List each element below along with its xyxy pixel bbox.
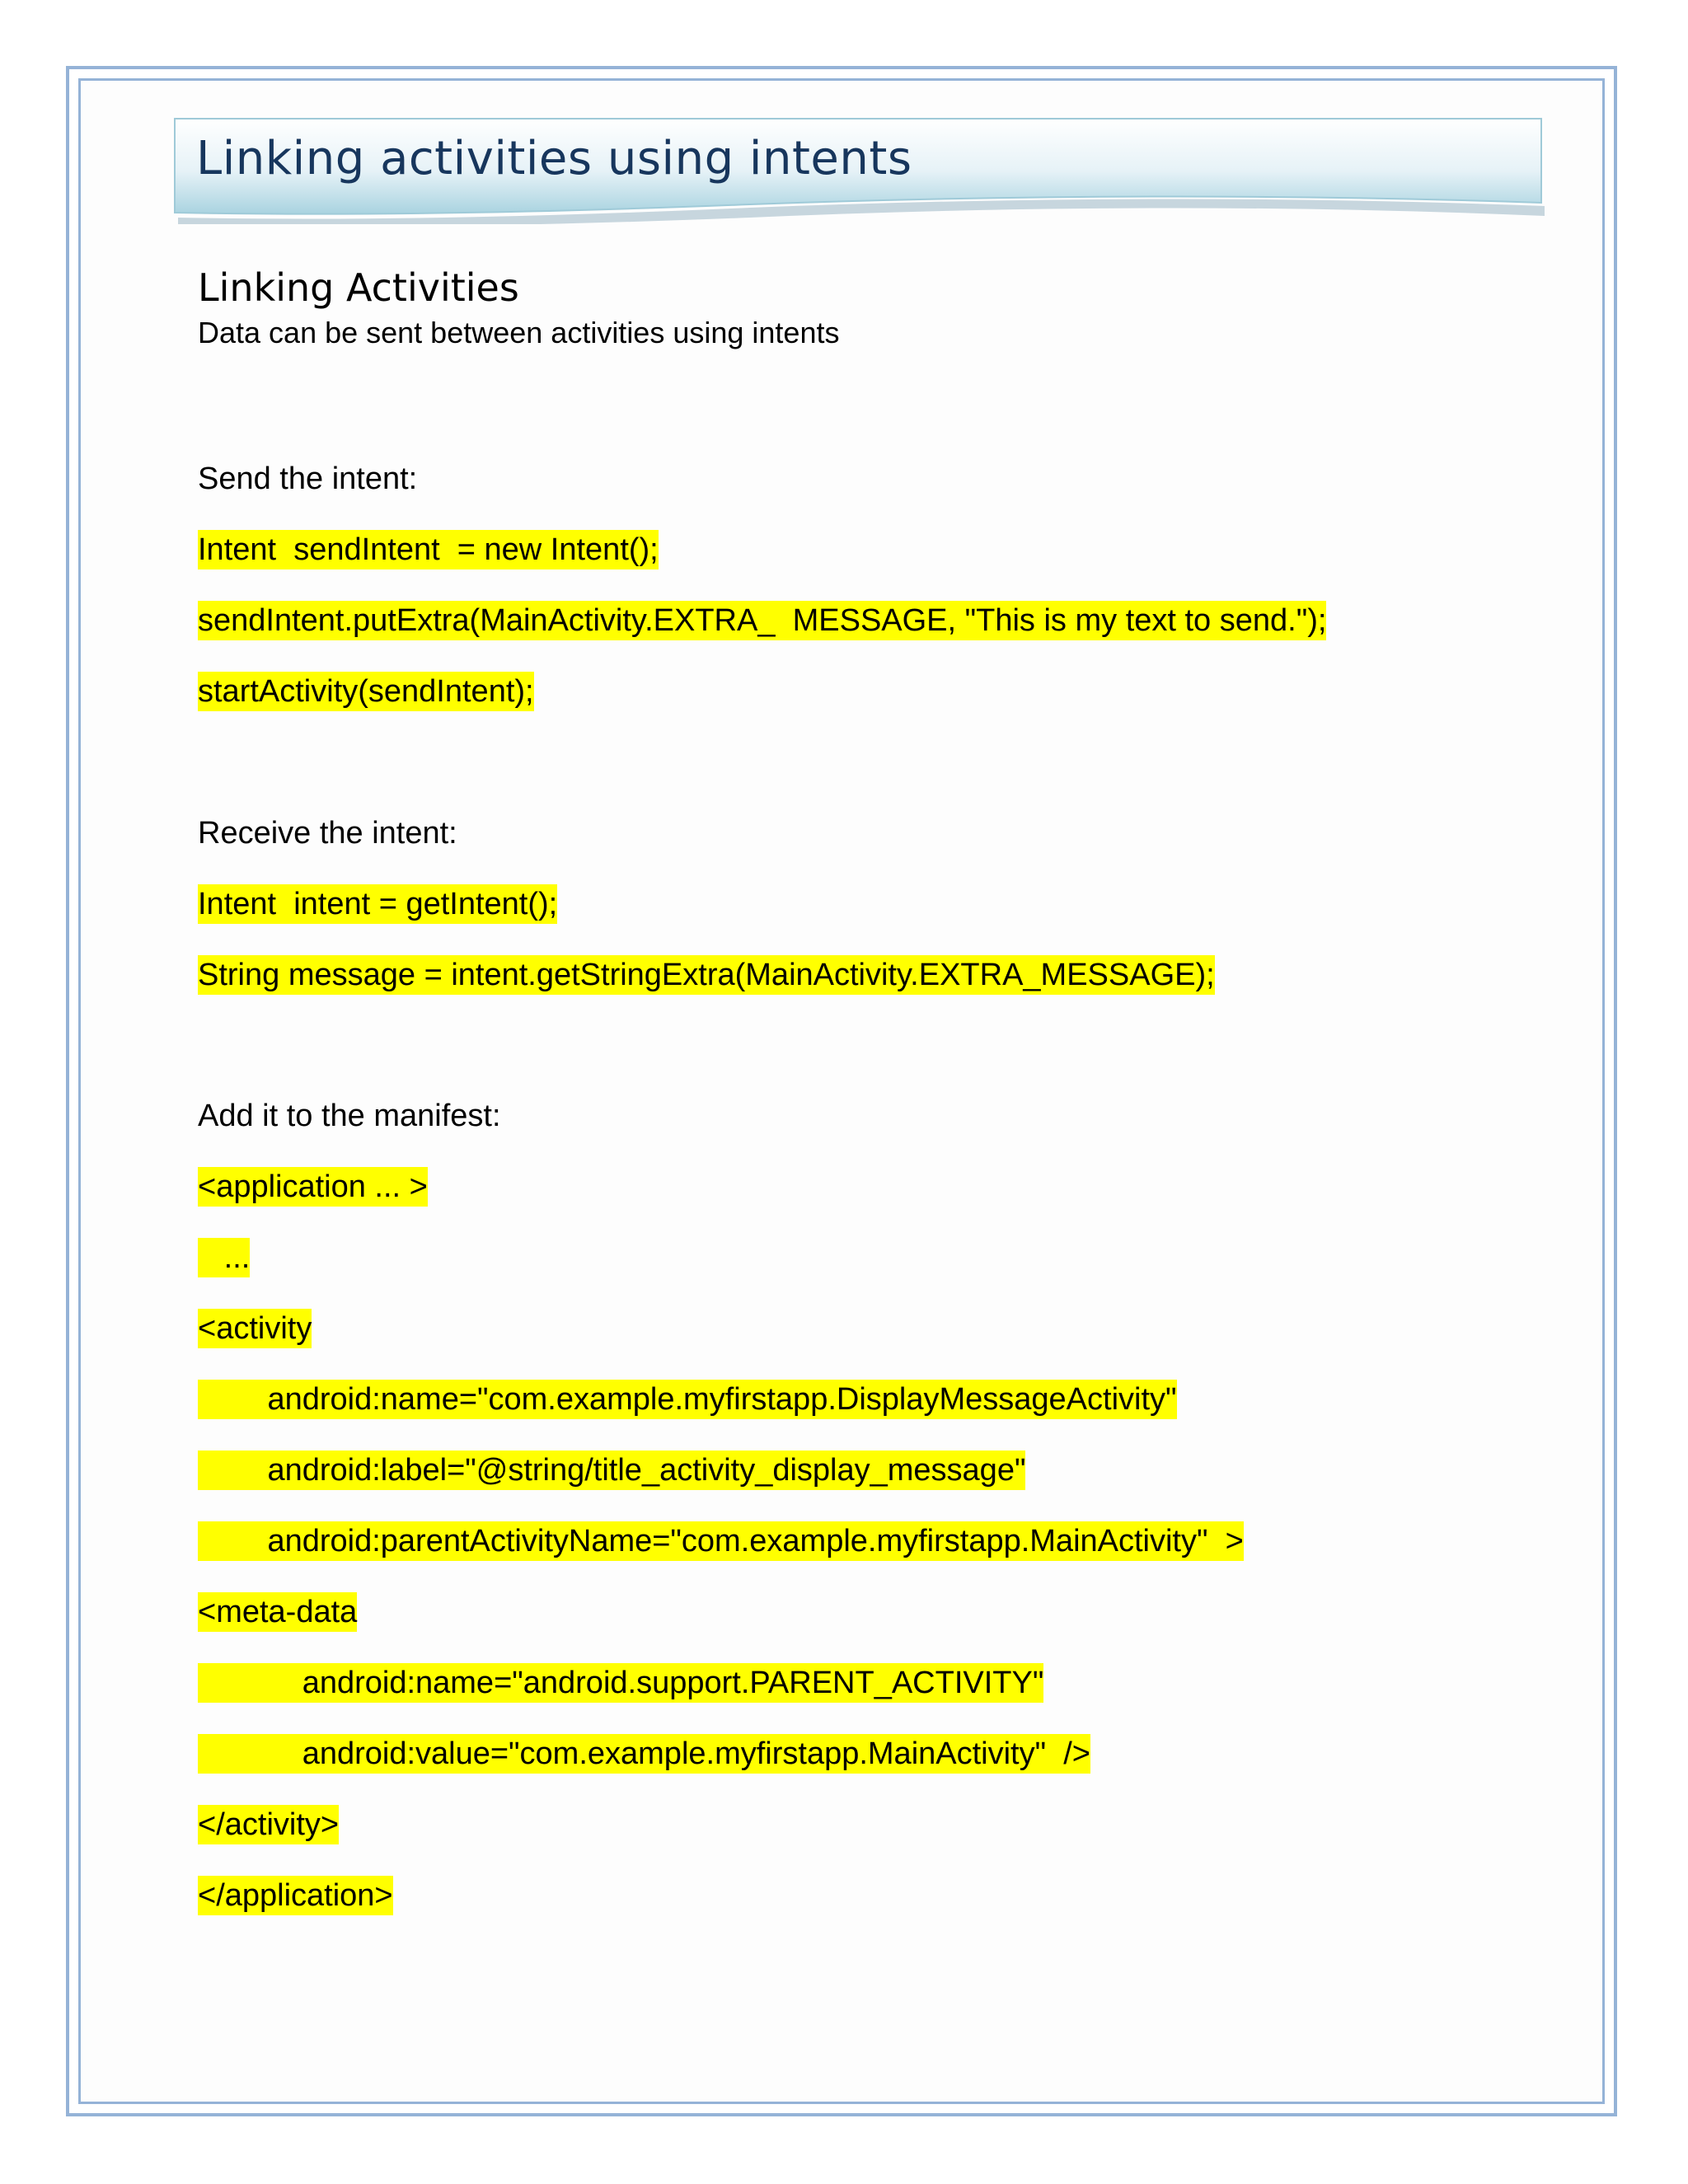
code-line: Intent intent = getIntent(); bbox=[198, 884, 557, 924]
code-line: <application ... > bbox=[198, 1167, 428, 1207]
code-line: android:value="com.example.myfirstapp.MainActivity" /> bbox=[198, 1734, 1090, 1774]
code-line: android:name="android.support.PARENT_ACTIVITY" bbox=[198, 1663, 1043, 1703]
code-line: ... bbox=[198, 1238, 250, 1277]
code-line: android:label="@string/title_activity_display_message" bbox=[198, 1451, 1025, 1490]
code-line: android:name="com.example.myfirstapp.DisplayMessageActivity" bbox=[198, 1380, 1177, 1419]
code-line: <meta-data bbox=[198, 1592, 357, 1632]
code-line: startActivity(sendIntent); bbox=[198, 672, 534, 711]
code-line: sendIntent.putExtra(MainActivity.EXTRA_ MESSAGE, "This is my text to send."); bbox=[198, 601, 1326, 640]
send-label: Send the intent: bbox=[198, 462, 418, 496]
code-line: String message = intent.getStringExtra(MainActivity.EXTRA_MESSAGE); bbox=[198, 955, 1215, 995]
code-line: </application> bbox=[198, 1876, 393, 1915]
title-banner bbox=[173, 117, 1547, 224]
page-title: Linking activities using intents bbox=[196, 132, 912, 185]
section-heading: Linking Activities bbox=[198, 265, 519, 310]
intro-block bbox=[198, 262, 1550, 353]
code-line: <activity bbox=[198, 1309, 312, 1348]
page-border-inner bbox=[78, 78, 1605, 2104]
code-line: android:parentActivityName="com.example.myfirstapp.MainActivity" > bbox=[198, 1521, 1244, 1561]
manifest-label: Add it to the manifest: bbox=[198, 1099, 501, 1133]
code-line: Intent sendIntent = new Intent(); bbox=[198, 530, 659, 569]
intro-text: Data can be sent between activities using intents bbox=[198, 316, 840, 349]
code-line: </activity> bbox=[198, 1805, 339, 1844]
receive-label: Receive the intent: bbox=[198, 816, 457, 851]
